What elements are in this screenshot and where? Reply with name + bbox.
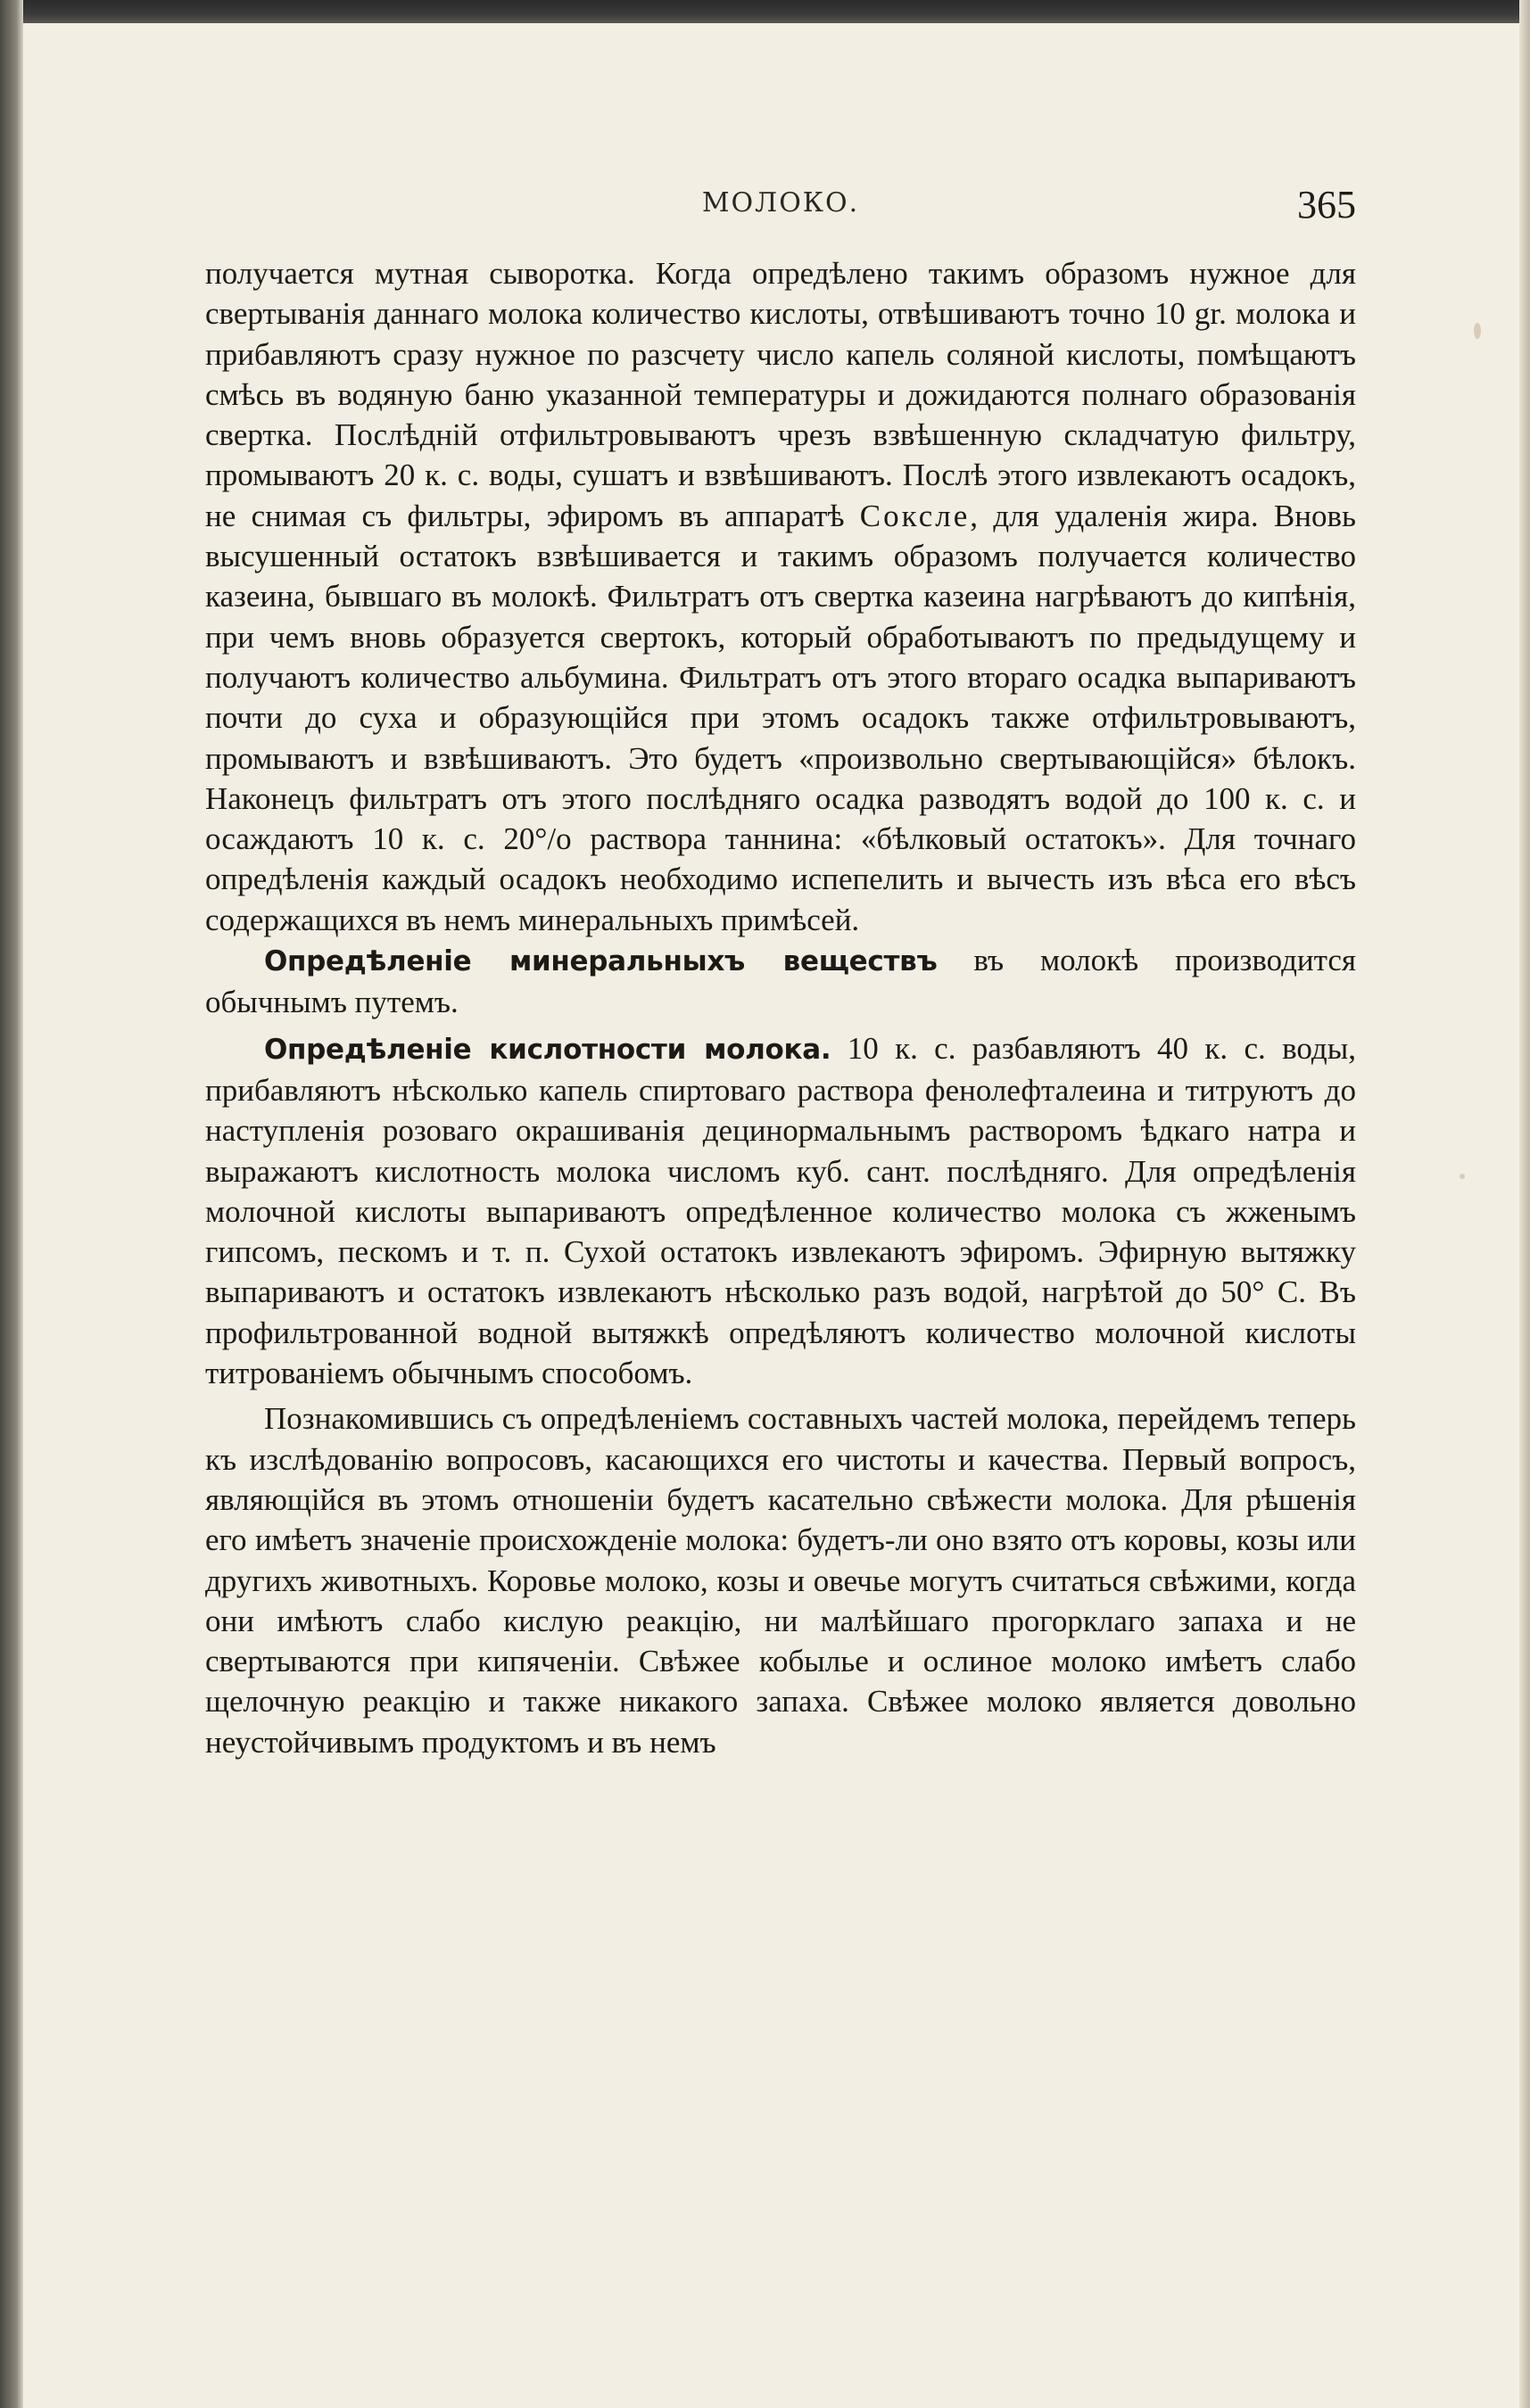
scan-left-edge — [0, 0, 23, 2408]
paper-speck — [1474, 323, 1481, 339]
paragraph-text: Познакомившись съ опредѣленіемъ составныхъ частей молока, перейдемъ теперь къ изслѣдованію вопросовъ, касающихся его чистоты и качества. Первый вопросъ, являющійся въ этомъ отношеніи будетъ касательно свѣжести молока. Для рѣшенія его имѣетъ значеніе происхожденіе молока: будетъ-ли оно взято отъ коровы, козы или другихъ животныхъ. Коровье молоко, козы и овечье могутъ считаться свѣжими, когда они имѣютъ слабо кислую реакцію, ни малѣйшаго прогорклаго запаха и не свертываются при кипяченіи. Свѣжее кобылье и ослиное молоко имѣетъ слабо щелочную реакцію и также никакого запаха. Свѣжее молоко является довольно неустойчивымъ продуктомъ и въ немъ — [205, 1401, 1356, 1760]
paragraph-casein-method — [205, 253, 1356, 940]
paragraph-text: въ молокѣ производится обычнымъ путемъ. — [205, 943, 1356, 1020]
scan-right-edge — [1519, 0, 1530, 2408]
paragraph-text: , для удаленія жира. Вновь высушенный остатокъ взвѣшивается и такимъ образомъ получается количество казеина, бывшаго въ молокѣ. Фильтратъ отъ свертка казеина нагрѣваютъ до кипѣнія, при чемъ вновь образуется свертокъ, который обработываютъ по предыдущему и получаютъ количество альбумина. Фильтратъ отъ этого втораго осадка выпариваютъ почти до суха и образующійся при этомъ осадокъ также отфильтровываютъ, промываютъ и взвѣшиваютъ. Это будетъ «произвольно свертывающійся» бѣлокъ. Наконецъ фильтратъ отъ этого послѣдняго осадка разводятъ водой до 100 к. с. и осаждаютъ 10 к. с. 20°/о раствора таннина: «бѣлковый остатокъ». Для точнаго опредѣленія каждый осадокъ необходимо испепелить и вычесть изъ вѣса его вѣсъ содержащихся въ немъ минеральныхъ примѣсей. — [205, 498, 1356, 937]
paper-speck — [1460, 1174, 1465, 1179]
running-title: МОЛОКО. — [701, 187, 860, 219]
scan-top-edge — [0, 0, 1530, 23]
paragraph-text-spaced: Сокслe — [859, 498, 971, 533]
paragraph-acidity — [205, 1028, 1356, 1394]
paragraph-freshness — [205, 1398, 1356, 1762]
paragraph-text: получается мутная сыворотка. Когда опредѣлено такимъ образомъ нужное для свертыванія даннаго молока количество кислоты, отвѣшиваютъ точно 10 gr. молока и прибавляютъ сразу нужное по разсчету число капель соляной кислоты, помѣщаютъ смѣсь въ водяную баню указанной температуры и дожидаются полнаго образованія свертка. Послѣдній отфильтровываютъ чрезъ взвѣшенную складчатую фильтру, промываютъ 20 к. с. воды, сушатъ и взвѣшиваютъ. Послѣ этого извлекаютъ осадокъ, не снимая съ фильтры, эфиромъ въ аппаратѣ — [205, 256, 1356, 533]
run-in-heading: Опредѣленіе минеральныхъ веществъ — [264, 945, 938, 978]
page-body — [205, 253, 1356, 1762]
paragraph-mineral-substances — [205, 940, 1356, 1023]
running-head — [205, 183, 1356, 232]
run-in-heading: Опредѣленіе кислотности молока. — [264, 1033, 831, 1066]
page-number: 365 — [1297, 183, 1356, 227]
paragraph-text: 10 к. с. разбавляютъ 40 к. с. воды, прибавляютъ нѣсколько капель спиртоваго раствора фенолефталеина и титруютъ до наступленія розоваго окрашиванія децинормальнымъ растворомъ ѣдкаго натра и выражаютъ кислотность молока числомъ куб. сант. послѣдняго. Для опредѣленія молочной кислоты выпариваютъ опредѣленное количество молока съ жженымъ гипсомъ, пескомъ и т. п. Сухой остатокъ извлекаютъ эфиромъ. Эфирную вытяжку выпариваютъ и остатокъ извлекаютъ нѣсколько разъ водой, нагрѣтой до 50° С. Въ профильтрованной водной вытяжкѣ опредѣляютъ количество молочной кислоты титрованіемъ обычнымъ способомъ. — [205, 1030, 1356, 1391]
